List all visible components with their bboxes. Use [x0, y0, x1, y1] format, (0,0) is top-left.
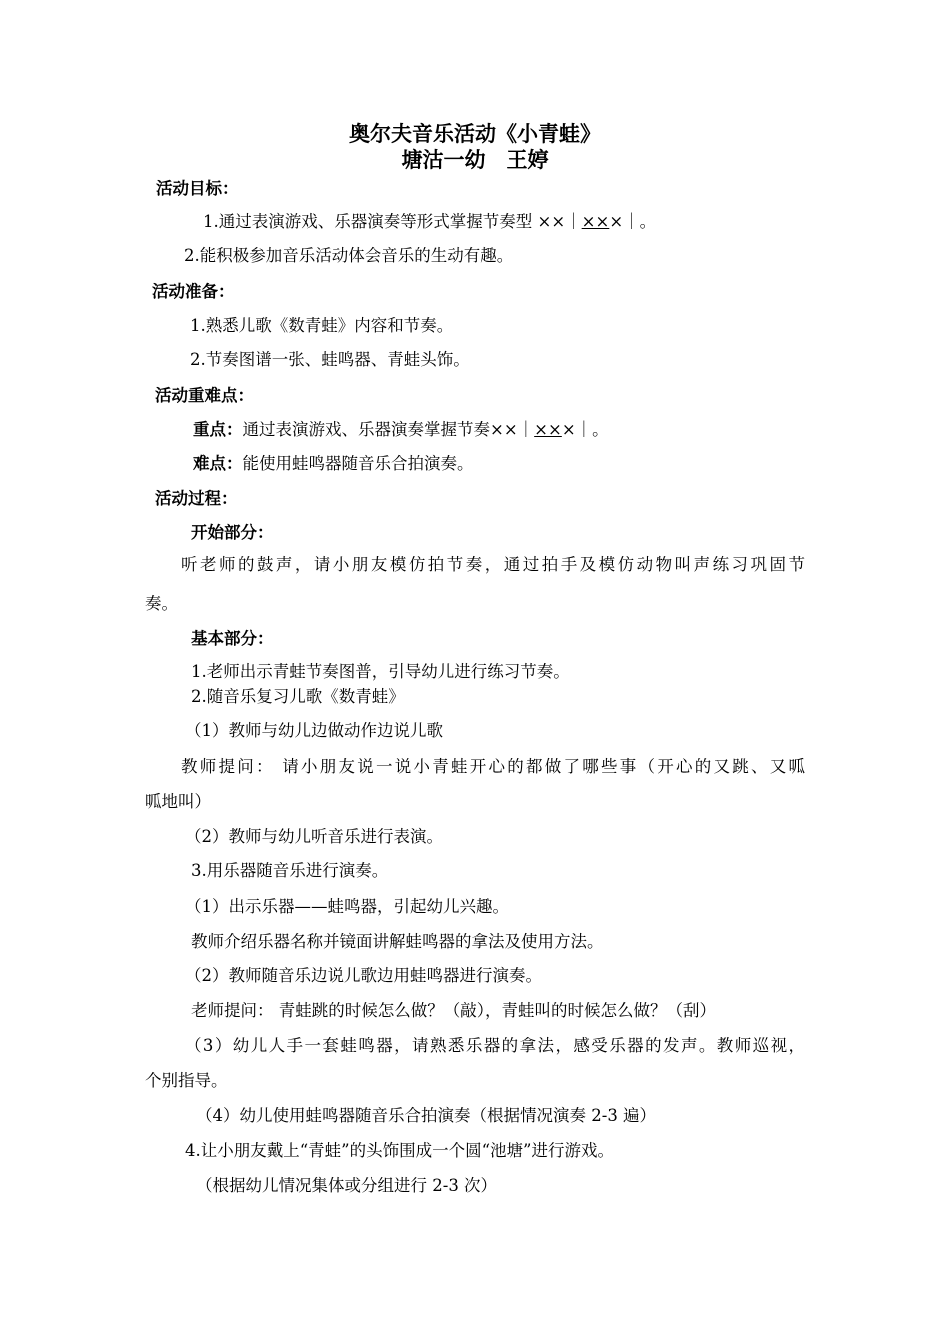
key-rhythm-end: ×｜。 [561, 420, 609, 439]
start-part-text-1: 听老师的鼓声，请小朋友模仿拍节奏，通过拍手及模仿动物叫声练习巩固节 [181, 555, 805, 574]
start-part-text-2: 奏。 [145, 594, 178, 613]
key-point-text: 通过表演游戏、乐器演奏掌握节奏××｜ [242, 420, 535, 439]
basic-line-13: 个别指导。 [145, 1071, 228, 1090]
prep-heading: 活动准备： [152, 282, 235, 301]
basic-line-16: （根据幼儿情况集体或分组进行 2-3 次） [196, 1176, 498, 1195]
goal-rhythm-a: ××｜ [532, 212, 582, 231]
goal-item-1 [203, 210, 656, 234]
prep-item-2: 2.节奏图谱一张、蛙鸣器、青蛙头饰。 [190, 350, 470, 369]
key-point [193, 418, 609, 442]
keypoints-heading: 活动重难点： [155, 386, 254, 405]
goal-rhythm-end: ×｜。 [609, 212, 657, 231]
start-part-heading: 开始部分： [191, 523, 274, 542]
goal-rhythm-underlined: ×× [581, 212, 610, 231]
basic-line-7: 3.用乐器随音乐进行演奏。 [191, 861, 389, 880]
document-title: 奥尔夫音乐活动《小青蛙》 [349, 122, 601, 146]
document-author: 塘沽一幼 王婷 [401, 148, 549, 172]
key-point-label: 重点： [193, 420, 243, 439]
goal-item-1-text: 1.通过表演游戏、乐器演奏等形式掌握节奏型 [203, 212, 533, 231]
basic-line-10: （2）教师随音乐边说儿歌边用蛙鸣器进行演奏。 [185, 966, 542, 985]
basic-line-5: 呱地叫） [145, 792, 211, 811]
basic-line-8: （1）出示乐器——蛙鸣器，引起幼儿兴趣。 [185, 897, 509, 916]
basic-line-11: 老师提问： 青蛙跳的时候怎么做？（敲），青蛙叫的时候怎么做？（刮） [191, 1001, 716, 1020]
goals-heading: 活动目标： [156, 179, 239, 198]
basic-line-15: 4.让小朋友戴上“青蛙”的头饰围成一个圆“池塘”进行游戏。 [185, 1141, 614, 1160]
difficulty-point [193, 452, 474, 476]
basic-line-12: （3）幼儿人手一套蛙鸣器，请熟悉乐器的拿法，感受乐器的发声。教师巡视， [185, 1036, 805, 1055]
basic-line-3: （1）教师与幼儿边做动作边说儿歌 [185, 721, 443, 740]
basic-line-9: 教师介绍乐器名称并镜面讲解蛙鸣器的拿法及使用方法。 [191, 932, 604, 951]
prep-item-1: 1.熟悉儿歌《数青蛙》内容和节奏。 [190, 316, 454, 335]
basic-part-heading: 基本部分： [191, 629, 274, 648]
basic-line-4: 教师提问： 请小朋友说一说小青蛙开心的都做了哪些事（开心的又跳、又呱 [181, 757, 805, 776]
basic-line-1: 1.老师出示青蛙节奏图普，引导幼儿进行练习节奏。 [191, 662, 570, 681]
goal-item-2: 2.能积极参加音乐活动体会音乐的生动有趣。 [184, 246, 514, 265]
difficulty-label: 难点： [193, 454, 243, 473]
basic-line-2: 2.随音乐复习儿歌《数青蛙》 [191, 687, 405, 706]
process-heading: 活动过程： [155, 489, 238, 508]
key-rhythm-underlined: ×× [534, 420, 562, 439]
basic-line-14: （4）幼儿使用蛙鸣器随音乐合拍演奏（根据情况演奏 2-3 遍） [196, 1106, 657, 1125]
basic-line-6: （2）教师与幼儿听音乐进行表演。 [185, 827, 443, 846]
difficulty-text: 能使用蛙鸣器随音乐合拍演奏。 [242, 454, 474, 473]
